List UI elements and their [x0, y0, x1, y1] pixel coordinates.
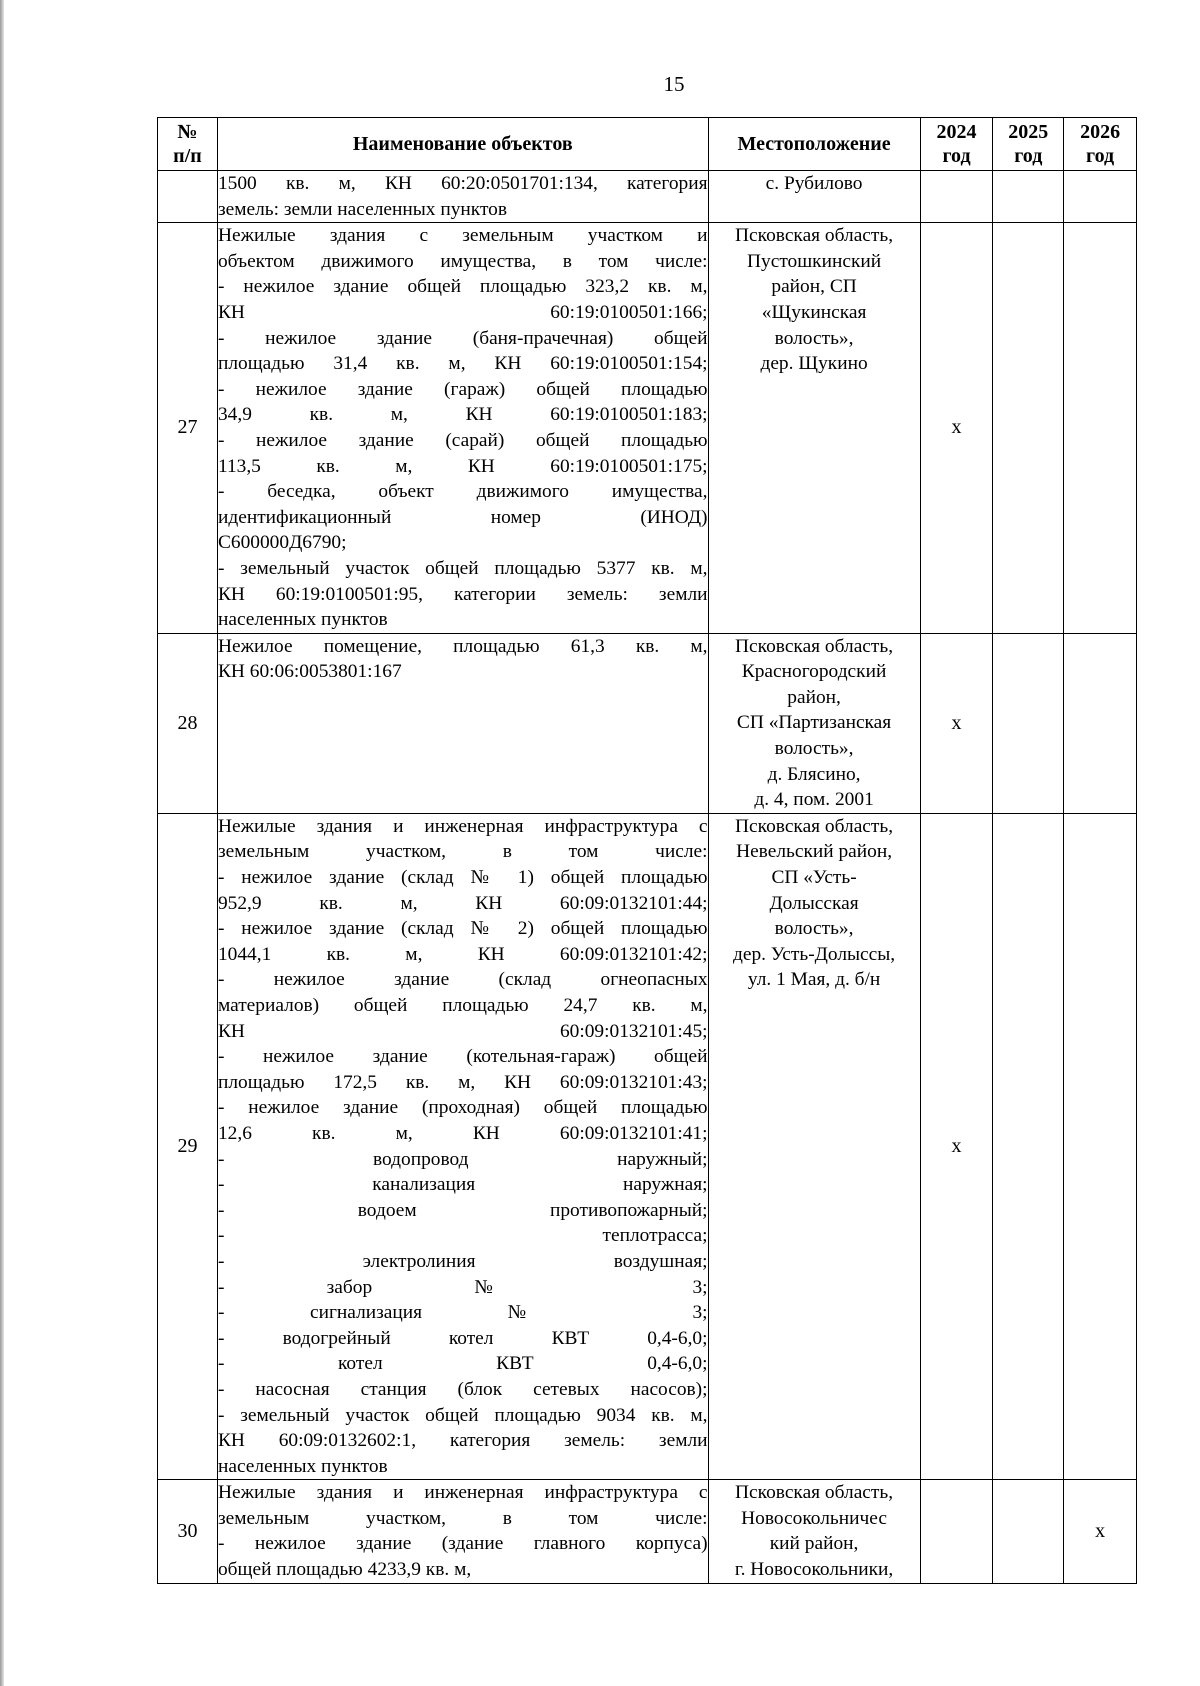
year-cell-2025	[993, 633, 1064, 813]
location-line: Псковская область,	[735, 225, 894, 247]
object-name-line: КН 60:19:0100501:95, категории земель: земли	[217, 583, 708, 605]
location-line: д. Блясино,	[767, 763, 861, 785]
location-line: СП «Партизанская	[736, 712, 892, 734]
location-line: г. Новосокольники,	[734, 1559, 894, 1581]
object-name-cell	[217, 1480, 708, 1583]
table-row	[158, 1480, 1137, 1583]
location-cell	[708, 633, 920, 813]
object-name-line: Нежилые здания и инженерная инфраструктура с	[217, 815, 708, 837]
location-cell	[708, 171, 920, 223]
location-line: дер. Усть-Долыссы,	[733, 943, 896, 965]
object-name-line: - нежилое здание общей площадью 323,2 кв. м,	[217, 276, 708, 298]
table-row	[158, 171, 1137, 223]
object-name-cell	[217, 633, 708, 813]
objects-table	[157, 117, 1137, 1584]
object-name-line: КН 60:19:0100501:166;	[217, 301, 708, 323]
header-2025	[993, 118, 1064, 171]
year-cell-2025	[993, 813, 1064, 1479]
object-name-line: 952,9 кв. м, КН 60:09:0132101:44;	[217, 892, 708, 914]
object-name-line: 12,6 кв. м, КН 60:09:0132101:41;	[217, 1122, 708, 1144]
object-name-line: - забор № 3;	[217, 1276, 708, 1298]
location-cell	[708, 1480, 920, 1583]
object-name-line: - нежилое здание (склад № 2) общей площадью	[217, 918, 708, 940]
location-line: Пустошкинский	[747, 250, 882, 272]
header-2026	[1064, 118, 1137, 171]
object-name-line: площадью 172,5 кв. м, КН 60:09:0132101:43;	[217, 1071, 708, 1093]
object-name-line: земельным участком, в том числе:	[217, 1507, 708, 1529]
object-name-line: - нежилое здание (склад огнеопасных	[217, 969, 708, 991]
object-name-cell	[217, 223, 708, 634]
header-2024	[920, 118, 993, 171]
object-name-line: КН 60:09:0132101:45;	[217, 1020, 708, 1042]
object-name-line: КН 60:06:0053801:167	[217, 661, 402, 683]
location-line: волость»,	[774, 738, 854, 760]
header-2025-unit: год	[1014, 145, 1043, 167]
location-line: волость»,	[774, 918, 854, 940]
object-name-line: - земельный участок общей площадью 9034 кв. м,	[217, 1404, 708, 1426]
object-name-line: - нежилое здание (баня-прачечная) общей	[217, 327, 708, 349]
location-line: «Щукинская	[761, 301, 867, 323]
table-row	[158, 813, 1137, 1479]
object-name-line: земельным участком, в том числе:	[217, 841, 708, 863]
object-name-line: идентификационный номер (ИНОД)	[217, 506, 708, 528]
object-name-line: - беседка, объект движимого имущества,	[217, 481, 708, 503]
location-cell	[708, 813, 920, 1479]
table-header	[158, 118, 1137, 171]
object-name-line: Нежилые здания и инженерная инфраструктура с	[217, 1482, 708, 1504]
object-name-line: - нежилое здание (сарай) общей площадью	[217, 429, 708, 451]
year-cell-2026	[1064, 633, 1137, 813]
location-line: район, СП	[771, 276, 857, 298]
scan-edge	[0, 0, 4, 1686]
object-name-line: - сигнализация № 3;	[217, 1302, 708, 1324]
object-name-line: площадью 31,4 кв. м, КН 60:19:0100501:154;	[217, 353, 708, 375]
location-line: дер. Щукино	[760, 353, 868, 375]
header-2024-unit: год	[942, 145, 971, 167]
year-cell-2025	[993, 1480, 1064, 1583]
table-row	[158, 633, 1137, 813]
location-line: Долысская	[769, 892, 859, 914]
object-name-line: - земельный участок общей площадью 5377 кв. м,	[217, 557, 708, 579]
object-name-line: - нежилое здание (проходная) общей площадью	[217, 1097, 708, 1119]
table-row	[158, 223, 1137, 634]
location-line: Невельский район,	[736, 841, 893, 863]
object-name-line: КН 60:09:0132602:1, категория земель: земли	[217, 1430, 708, 1452]
object-name-line: - насосная станция (блок сетевых насосов);	[217, 1378, 708, 1400]
header-location: Местоположение	[708, 118, 920, 171]
location-line: волость»,	[774, 327, 854, 349]
year-cell-2026	[1064, 171, 1137, 223]
year-cell-2025	[993, 223, 1064, 634]
object-name-line: земель: земли населенных пунктов	[217, 198, 508, 220]
object-name-line: - нежилое здание (здание главного корпуса)	[217, 1533, 708, 1555]
year-cell-2024: x	[920, 223, 993, 634]
object-name-line: - теплотрасса;	[217, 1225, 708, 1247]
row-number: 27	[158, 223, 218, 634]
object-name-line: - водопровод наружный;	[217, 1148, 708, 1170]
row-number: 30	[158, 1480, 218, 1583]
year-cell-2024	[920, 1480, 993, 1583]
object-name-line: материалов) общей площадью 24,7 кв. м,	[217, 995, 708, 1016]
object-name-cell	[217, 813, 708, 1479]
location-line: Псковская область,	[735, 635, 894, 657]
object-name-line: - электролиния воздушная;	[217, 1250, 708, 1272]
location-line: д. 4, пом. 2001	[754, 789, 874, 811]
object-name-line: 1500 кв. м, КН 60:20:0501701:134, категория	[217, 173, 708, 194]
location-line: Псковская область,	[735, 815, 894, 837]
header-2024-year: 2024	[936, 121, 977, 143]
year-cell-2026	[1064, 223, 1137, 634]
object-name-line: С600000Д6790;	[217, 532, 347, 554]
object-name-line: - водогрейный котел КВТ 0,4-6,0;	[217, 1327, 708, 1349]
object-name-line: - нежилое здание (склад № 1) общей площадью	[217, 867, 708, 889]
object-name-cell	[217, 171, 708, 223]
row-number: 29	[158, 813, 218, 1479]
header-2026-unit: год	[1086, 145, 1115, 167]
object-name-line: Нежилые здания с земельным участком и	[217, 225, 708, 247]
header-num	[158, 118, 218, 171]
location-line: с. Рубилово	[765, 173, 863, 194]
location-line: Псковская область,	[735, 1482, 894, 1504]
location-line: Новосокольничес	[741, 1507, 887, 1529]
year-cell-2026	[1064, 813, 1137, 1479]
object-name-line: - нежилое здание (котельная-гараж) общей	[217, 1046, 708, 1068]
header-2026-year: 2026	[1080, 121, 1121, 143]
page-number: 15	[663, 72, 685, 96]
header-num-line1: №	[177, 121, 198, 143]
location-line: СП «Усть-	[771, 867, 857, 889]
year-cell-2025	[993, 171, 1064, 223]
location-line: кий район,	[769, 1533, 859, 1555]
object-name-line: 113,5 кв. м, КН 60:19:0100501:175;	[217, 455, 708, 477]
row-number	[158, 171, 218, 223]
object-name-line: - котел КВТ 0,4-6,0;	[217, 1353, 708, 1375]
year-cell-2024: x	[920, 813, 993, 1479]
header-num-line2: п/п	[173, 145, 202, 167]
object-name-line: 1044,1 кв. м, КН 60:09:0132101:42;	[217, 943, 708, 965]
object-name-line: - нежилое здание (гараж) общей площадью	[217, 378, 708, 400]
object-name-line: Нежилое помещение, площадью 61,3 кв. м,	[217, 635, 708, 657]
object-name-line: общей площадью 4233,9 кв. м,	[217, 1559, 472, 1581]
year-cell-2024: x	[920, 633, 993, 813]
year-cell-2026: x	[1064, 1480, 1137, 1583]
object-name-line: населенных пунктов	[217, 609, 388, 631]
location-line: район,	[787, 686, 841, 708]
location-line: Красногородский	[741, 661, 887, 683]
object-name-line: 34,9 кв. м, КН 60:19:0100501:183;	[217, 404, 708, 426]
location-cell	[708, 223, 920, 634]
year-cell-2024	[920, 171, 993, 223]
header-name: Наименование объектов	[217, 118, 708, 171]
object-name-line: - водоем противопожарный;	[217, 1199, 708, 1221]
object-name-line: - канализация наружная;	[217, 1174, 708, 1196]
object-name-line: населенных пунктов	[217, 1455, 388, 1477]
header-2025-year: 2025	[1008, 121, 1049, 143]
row-number: 28	[158, 633, 218, 813]
location-line: ул. 1 Мая, д. б/н	[747, 969, 881, 991]
object-name-line: объектом движимого имущества, в том числе:	[217, 250, 708, 272]
table-body	[158, 171, 1137, 1584]
